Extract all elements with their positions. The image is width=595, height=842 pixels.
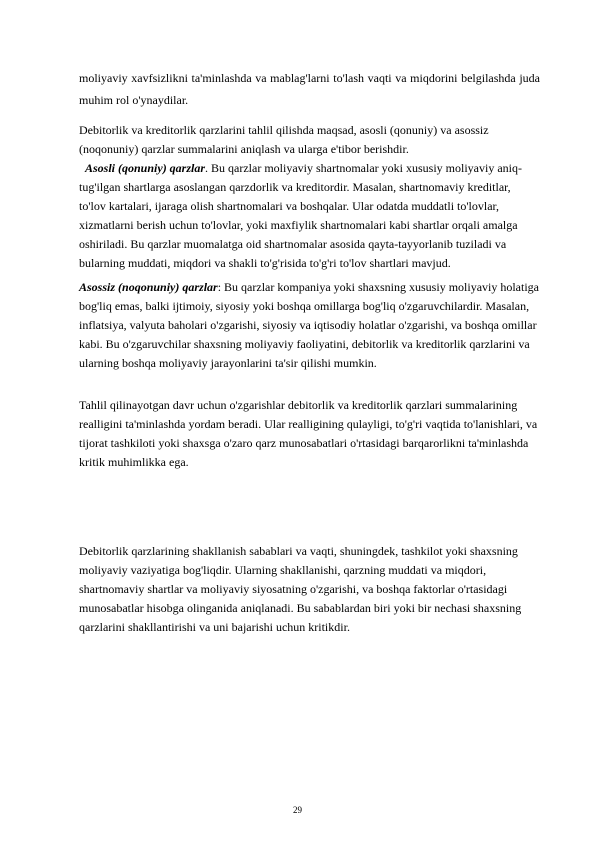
paragraph-lawful-debts — [79, 159, 540, 273]
term-lawful-debts: Asosli (qonuniy) qarzlar — [85, 161, 206, 175]
paragraph-financial-security: moliyaviy xavfsizlikni ta'minlashda va mablag'larni to'lash vaqti va miqdorini belgilashda juda muhim rol o'ynaydilar. — [79, 71, 540, 107]
term-unlawful-debts: Asossiz (noqonuniy) qarzlar — [79, 280, 218, 294]
lawful-debts-description: . Bu qarzlar moliyaviy shartnomalar yoki xususiy moliyaviy aniq-tug'ilgan shartlarga asoslangan qarzdorlik va kreditordir. Masalan, shartnomaviy kreditlar, to'lov kartalari, ijaraga olish shartnomalari va boshqalar. Ular odatda muddatli to'lovlar, xizmatlarni berish uchun to'lovlar, yoki maxfiylik shartnomalari kabi shartlar orqali amalga oshiriladi. Bu qarzlar muomalatga oid shartnomalar asosida qayta-tayyorlanib tuziladi va bularning muddati, miqdori va shakli to'g'risida to'g'ri to'lov shartlari mavjud. — [79, 161, 522, 270]
paragraph-period-changes: Tahlil qilinayotgan davr uchun o'zgarishlar debitorlik va kreditorlik qarzlari summalarining realligini ta'minlashda yordam beradi. Ular realligining qulayligi, to'g'ri vaqtida to'lanishlari, va tijorat tashkiloti yoki shaxsga o'zaro qarz munosabatlari o'rtasidagi barqarorlikni ta'minlashda kritik muhimlikka ega. — [79, 398, 538, 469]
paragraph-receivables-causes: Debitorlik qarzlarining shakllanish sabablari va vaqti, shuningdek, tashkilot yoki shaxsning moliyaviy vaziyatiga bog'liqdir. Ularning shakllanishi, qarzning muddati va miqdori, shartnomaviy shartlar va moliyaviy siyosatning o'zgarishi, va boshqa faktorlar o'rtasidagi munosabatlar hisobga olinganida aniqlanadi. Bu sabablardan biri yoki bir nechasi shaxsning qarzlarini shakllantirishi va uni bajarishi uchun kritikdir. — [79, 544, 522, 634]
paragraph-analysis-purpose: Debitorlik va kreditorlik qarzlarini tahlil qilishda maqsad, asosli (qonuniy) va asossiz (noqonuniy) qarzlar summalarini aniqlash va ularga e'tibor berishdir. — [79, 123, 489, 156]
page-number: 29 — [293, 805, 302, 815]
paragraph-unlawful-debts — [79, 278, 540, 373]
unlawful-debts-description: : Bu qarzlar kompaniya yoki shaxsning xususiy moliyaviy holatiga bog'liq emas, balki ijtimoiy, siyosiy yoki boshqa omillarga bog'liq o'zgaruvchilardir. Masalan, inflatsiya, valyuta baholari o'zgarishi, siyosiy va iqtisodiy holatlar o'zgarishi, va boshqa omillar kabi. Bu o'zgaruvchilar shaxsning moliyaviy faoliyatini, debitorlik va kreditorlik qarzlarini va ularning boshqa moliyaviy jarayonlarini ta'sir qilishi mumkin. — [79, 280, 540, 370]
